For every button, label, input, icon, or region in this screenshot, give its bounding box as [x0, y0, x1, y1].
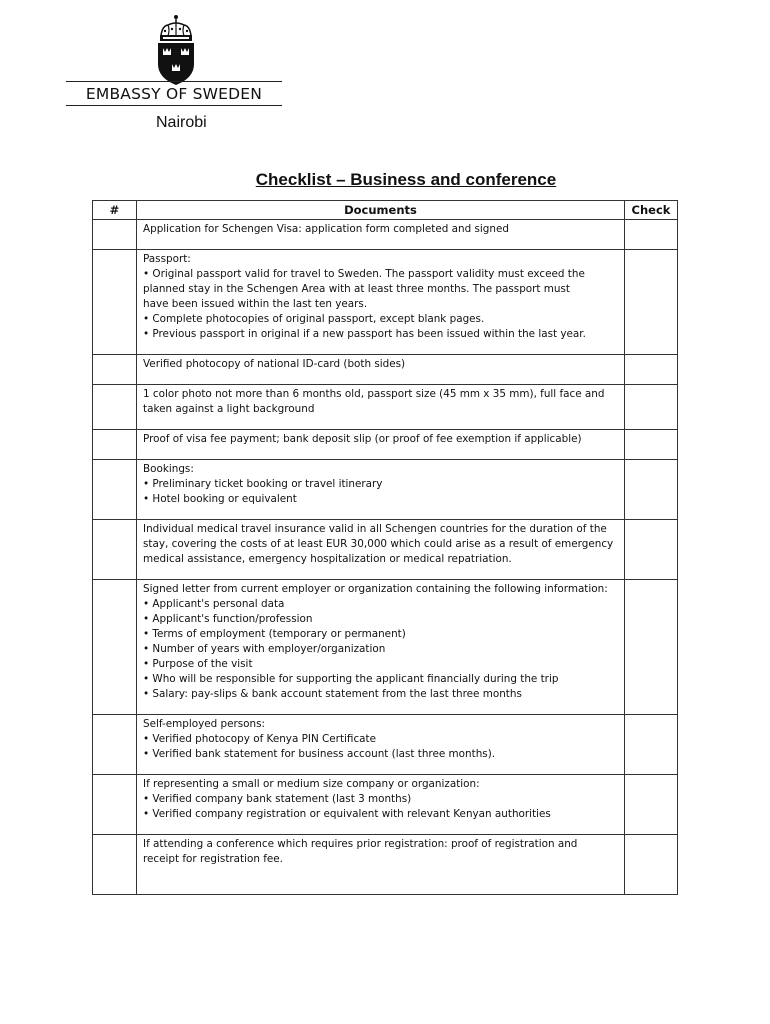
document-requirement-cell: [137, 355, 625, 385]
requirement-line: • Purpose of the visit: [143, 658, 253, 670]
table-row: [93, 355, 678, 385]
table-row: [93, 220, 678, 250]
requirement-line: If representing a small or medium size company or organization:: [143, 778, 480, 790]
checklist-table: [92, 200, 678, 895]
requirement-line: • Verified company bank statement (last 3 months): [143, 793, 412, 805]
check-cell[interactable]: [625, 775, 678, 835]
check-cell[interactable]: [625, 715, 678, 775]
table-row: [93, 520, 678, 580]
page-title: Checklist – Business and conference: [255, 170, 557, 189]
requirement-line: Passport:: [143, 253, 191, 265]
table-row: [93, 835, 678, 895]
table-row: [93, 430, 678, 460]
check-cell[interactable]: [625, 430, 678, 460]
document-requirement-cell: [137, 580, 625, 715]
swedish-coat-of-arms-icon: [154, 14, 198, 86]
document-requirement-cell: [137, 775, 625, 835]
requirement-line: • Hotel booking or equivalent: [143, 493, 297, 505]
requirement-line: • Who will be responsible for supporting the applicant financially during the trip: [143, 673, 559, 685]
requirement-line: Signed letter from current employer or organization containing the following information:: [143, 583, 608, 595]
row-number-cell: [93, 250, 137, 355]
requirement-line: Verified photocopy of national ID-card (both sides): [143, 358, 406, 370]
requirement-line: • Original passport valid for travel to Sweden. The passport validity must exceed the: [143, 268, 585, 280]
table-row: [93, 460, 678, 520]
check-cell[interactable]: [625, 355, 678, 385]
requirement-line: • Previous passport in original if a new passport has been issued within the last year.: [143, 328, 586, 340]
row-number-cell: [93, 580, 137, 715]
column-header-check: Check: [625, 201, 678, 220]
requirement-line: • Applicant's personal data: [143, 598, 285, 610]
requirement-line: Application for Schengen Visa: application form completed and signed: [143, 223, 509, 235]
table-row: [93, 385, 678, 430]
table-row: [93, 580, 678, 715]
row-number-cell: [93, 355, 137, 385]
column-header-documents: Documents: [137, 201, 625, 220]
requirement-line: • Applicant's function/profession: [143, 613, 313, 625]
row-number-cell: [93, 460, 137, 520]
document-requirement-cell: [137, 835, 625, 895]
check-cell[interactable]: [625, 250, 678, 355]
requirement-line: planned stay in the Schengen Area with at least three months. The passport must: [143, 283, 570, 295]
requirement-line: If attending a conference which requires prior registration: proof of registration and: [143, 838, 578, 850]
requirement-line: 1 color photo not more than 6 months old, passport size (45 mm x 35 mm), full face and: [143, 388, 605, 400]
requirement-line: • Verified photocopy of Kenya PIN Certificate: [143, 733, 376, 745]
requirement-line: Self-employed persons:: [143, 718, 266, 730]
table-header-row: [93, 201, 678, 220]
document-requirement-cell: [137, 520, 625, 580]
check-cell[interactable]: [625, 520, 678, 580]
table-row: [93, 775, 678, 835]
embassy-city: Nairobi: [156, 114, 207, 131]
row-number-cell: [93, 520, 137, 580]
row-number-cell: [93, 220, 137, 250]
row-number-cell: [93, 835, 137, 895]
column-header-number: #: [93, 201, 137, 220]
embassy-name: EMBASSY OF SWEDEN: [85, 85, 263, 103]
requirement-line: • Preliminary ticket booking or travel itinerary: [143, 478, 383, 490]
requirement-line: receipt for registration fee.: [143, 853, 283, 865]
requirement-line: Bookings:: [143, 463, 194, 475]
requirement-line: • Complete photocopies of original passport, except blank pages.: [143, 313, 485, 325]
check-cell[interactable]: [625, 835, 678, 895]
header-rule-bottom: [66, 105, 282, 106]
row-number-cell: [93, 385, 137, 430]
requirement-line: medical assistance, emergency hospitalization or medical repatriation.: [143, 553, 512, 565]
row-number-cell: [93, 715, 137, 775]
requirement-line: • Verified company registration or equivalent with relevant Kenyan authorities: [143, 808, 551, 820]
document-requirement-cell: [137, 220, 625, 250]
requirement-line: • Terms of employment (temporary or permanent): [143, 628, 406, 640]
check-cell[interactable]: [625, 580, 678, 715]
requirement-line: Proof of visa fee payment; bank deposit slip (or proof of fee exemption if applicable): [143, 433, 582, 445]
document-requirement-cell: [137, 715, 625, 775]
document-requirement-cell: [137, 430, 625, 460]
requirement-line: • Salary: pay-slips & bank account statement from the last three months: [143, 688, 522, 700]
document-requirement-cell: [137, 250, 625, 355]
row-number-cell: [93, 775, 137, 835]
requirement-line: • Number of years with employer/organization: [143, 643, 386, 655]
requirement-line: • Verified bank statement for business account (last three months).: [143, 748, 496, 760]
check-cell[interactable]: [625, 385, 678, 430]
requirement-line: taken against a light background: [143, 403, 315, 415]
row-number-cell: [93, 430, 137, 460]
requirement-line: stay, covering the costs of at least EUR 30,000 which could arise as a result of emergency: [143, 538, 614, 550]
table-row: [93, 250, 678, 355]
document-requirement-cell: [137, 385, 625, 430]
requirement-line: Individual medical travel insurance valid in all Schengen countries for the duration of the: [143, 523, 607, 535]
check-cell[interactable]: [625, 220, 678, 250]
table-row: [93, 715, 678, 775]
header-rule-top: [66, 81, 282, 82]
document-requirement-cell: [137, 460, 625, 520]
check-cell[interactable]: [625, 460, 678, 520]
requirement-line: have been issued within the last ten years.: [143, 298, 368, 310]
